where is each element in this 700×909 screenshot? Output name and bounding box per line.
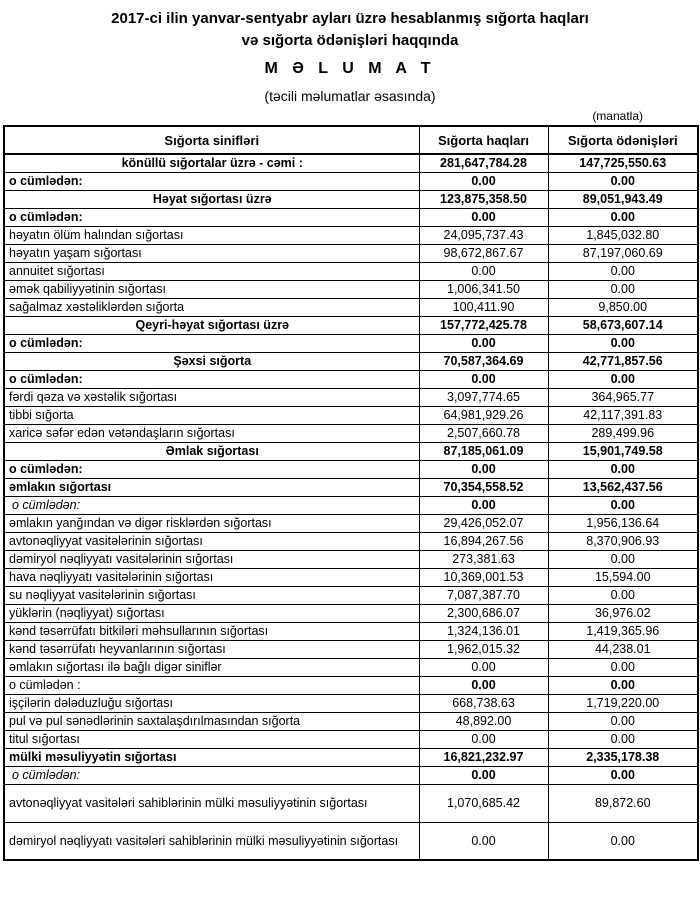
row-premium-value: 29,426,052.07: [419, 514, 548, 532]
table-row: [4, 622, 698, 640]
row-label: o cümlədən:: [4, 334, 419, 352]
table-row: [4, 172, 698, 190]
document-subtitle: (təcili məlumatlar əsasında): [264, 88, 436, 104]
row-premium-value: 0.00: [419, 172, 548, 190]
row-label: o cümlədən:: [4, 460, 419, 478]
row-label: əmək qabiliyyətinin sığortası: [4, 280, 419, 298]
table-row: [4, 190, 698, 208]
table-row: [4, 406, 698, 424]
row-label: sağalmaz xəstəliklərdən sığorta: [4, 298, 419, 316]
row-label: Şəxsi sığorta: [4, 352, 419, 370]
row-payment-value: 0.00: [548, 730, 698, 748]
row-label: Həyat sığortası üzrə: [4, 190, 419, 208]
row-label: hava nəqliyyatı vasitələrinin sığortası: [4, 568, 419, 586]
table-row: [4, 568, 698, 586]
row-label: o cümlədən:: [4, 172, 419, 190]
row-payment-value: 15,901,749.58: [548, 442, 698, 460]
row-premium-value: 98,672,867.67: [419, 244, 548, 262]
row-premium-value: 668,738.63: [419, 694, 548, 712]
row-label: tibbi sığorta: [4, 406, 419, 424]
row-label: işçilərin dələduzluğu sığortası: [4, 694, 419, 712]
row-premium-value: 123,875,358.50: [419, 190, 548, 208]
table-row: [4, 532, 698, 550]
table-row: [4, 640, 698, 658]
row-premium-value: 1,962,015.32: [419, 640, 548, 658]
row-label: könüllü sığortalar üzrə - cəmi :: [4, 154, 419, 172]
row-payment-value: 0.00: [548, 208, 698, 226]
row-premium-value: 16,894,267.56: [419, 532, 548, 550]
row-payment-value: 1,956,136.64: [548, 514, 698, 532]
table-row: [4, 730, 698, 748]
table-row: [4, 766, 698, 784]
row-label: avtonəqliyyat vasitələri sahiblərinin mülki məsuliyyətinin sığortası: [4, 784, 419, 822]
table-row: [4, 244, 698, 262]
row-premium-value: 273,381.63: [419, 550, 548, 568]
table-row: [4, 478, 698, 496]
row-payment-value: 0.00: [548, 766, 698, 784]
row-label: Əmlak sığortası: [4, 442, 419, 460]
row-payment-value: 89,872.60: [548, 784, 698, 822]
row-premium-value: 7,087,387.70: [419, 586, 548, 604]
row-premium-value: 0.00: [419, 730, 548, 748]
row-premium-value: 87,185,061.09: [419, 442, 548, 460]
row-label: o cümlədən:: [4, 208, 419, 226]
row-label: dəmiryol nəqliyyatı vasitələri sahiblərinin mülki məsuliyyətinin sığortası: [4, 822, 419, 860]
row-premium-value: 100,411.90: [419, 298, 548, 316]
table-row: [4, 748, 698, 766]
currency-unit-note: (manatla): [592, 109, 643, 123]
row-payment-value: 0.00: [548, 262, 698, 280]
table-row: [4, 388, 698, 406]
table-row: [4, 316, 698, 334]
row-payment-value: 0.00: [548, 172, 698, 190]
table-row: [4, 822, 698, 860]
row-premium-value: 3,097,774.65: [419, 388, 548, 406]
row-premium-value: 0.00: [419, 208, 548, 226]
table-row: [4, 676, 698, 694]
row-premium-value: 157,772,425.78: [419, 316, 548, 334]
table-row: [4, 298, 698, 316]
table-row: [4, 604, 698, 622]
table-row: [4, 208, 698, 226]
table-row: [4, 658, 698, 676]
row-label: kənd təsərrüfatı bitkiləri məhsullarının sığortası: [4, 622, 419, 640]
row-premium-value: 0.00: [419, 370, 548, 388]
row-premium-value: 0.00: [419, 676, 548, 694]
row-label: o cümlədən:: [4, 370, 419, 388]
table-row: [4, 226, 698, 244]
column-header-classes: Sığorta sinifləri: [4, 126, 419, 154]
row-premium-value: 70,587,364.69: [419, 352, 548, 370]
row-payment-value: 8,370,906.93: [548, 532, 698, 550]
row-label: həyatın ölüm halından sığortası: [4, 226, 419, 244]
row-premium-value: 0.00: [419, 822, 548, 860]
row-payment-value: 364,965.77: [548, 388, 698, 406]
row-label: dəmiryol nəqliyyatı vasitələrinin sığortası: [4, 550, 419, 568]
row-premium-value: 0.00: [419, 496, 548, 514]
table-row: [4, 496, 698, 514]
row-label: titul sığortası: [4, 730, 419, 748]
row-premium-value: 24,095,737.43: [419, 226, 548, 244]
table-row: [4, 334, 698, 352]
row-label: əmlakın sığortası: [4, 478, 419, 496]
row-label: əmlakın sığortası ilə bağlı digər siniflər: [4, 658, 419, 676]
row-premium-value: 0.00: [419, 766, 548, 784]
row-payment-value: 0.00: [548, 334, 698, 352]
row-payment-value: 1,719,220.00: [548, 694, 698, 712]
row-premium-value: 0.00: [419, 658, 548, 676]
row-premium-value: 0.00: [419, 262, 548, 280]
insurance-table-body: [4, 154, 698, 860]
row-premium-value: 2,300,686.07: [419, 604, 548, 622]
table-row: [4, 352, 698, 370]
column-header-premiums: Sığorta haqları: [419, 126, 548, 154]
row-premium-value: 10,369,001.53: [419, 568, 548, 586]
row-premium-value: 64,981,929.26: [419, 406, 548, 424]
row-premium-value: 0.00: [419, 334, 548, 352]
row-payment-value: 42,771,857.56: [548, 352, 698, 370]
document-title-melumat: M Ə L U M A T: [264, 60, 436, 77]
row-payment-value: 0.00: [548, 712, 698, 730]
table-row: [4, 442, 698, 460]
row-payment-value: 0.00: [548, 496, 698, 514]
row-label: avtonəqliyyat vasitələrinin sığortası: [4, 532, 419, 550]
row-premium-value: 1,006,341.50: [419, 280, 548, 298]
table-row: [4, 712, 698, 730]
row-payment-value: 289,499.96: [548, 424, 698, 442]
document-title-line2: və sığorta ödənişləri haqqında: [241, 32, 459, 49]
table-row: [4, 262, 698, 280]
row-label: həyatın yaşam sığortası: [4, 244, 419, 262]
row-payment-value: 147,725,550.63: [548, 154, 698, 172]
row-payment-value: 42,117,391.83: [548, 406, 698, 424]
row-payment-value: 0.00: [548, 460, 698, 478]
table-header-row: [4, 126, 698, 154]
row-payment-value: 2,335,178.38: [548, 748, 698, 766]
row-label: yüklərin (nəqliyyat) sığortası: [4, 604, 419, 622]
table-row: [4, 460, 698, 478]
document-header: [0, 0, 700, 106]
row-label: mülki məsuliyyətin sığortası: [4, 748, 419, 766]
row-label: pul və pul sənədlərinin saxtalaşdırılmasından sığorta: [4, 712, 419, 730]
row-label: fərdi qəza və xəstəlik sığortası: [4, 388, 419, 406]
row-premium-value: 2,507,660.78: [419, 424, 548, 442]
document-title-line1: 2017-ci ilin yanvar-sentyabr ayları üzrə hesablanmış sığorta haqları: [111, 10, 589, 27]
row-label: kənd təsərrüfatı heyvanlarının sığortası: [4, 640, 419, 658]
row-label: su nəqliyyat vasitələrinin sığortası: [4, 586, 419, 604]
row-payment-value: 1,845,032.80: [548, 226, 698, 244]
row-payment-value: 0.00: [548, 280, 698, 298]
row-payment-value: 13,562,437.56: [548, 478, 698, 496]
row-label: xaricə səfər edən vətəndaşların sığortası: [4, 424, 419, 442]
row-payment-value: 89,051,943.49: [548, 190, 698, 208]
row-payment-value: 0.00: [548, 676, 698, 694]
row-label: əmlakın yanğından və digər risklərdən sığortası: [4, 514, 419, 532]
row-premium-value: 70,354,558.52: [419, 478, 548, 496]
column-header-payments: Sığorta ödənişləri: [548, 126, 698, 154]
row-premium-value: 281,647,784.28: [419, 154, 548, 172]
row-premium-value: 1,324,136.01: [419, 622, 548, 640]
table-row: [4, 370, 698, 388]
row-payment-value: 44,238.01: [548, 640, 698, 658]
table-row: [4, 784, 698, 822]
row-label: o cümlədən:: [4, 766, 419, 784]
table-row: [4, 154, 698, 172]
row-label: annuitet sığortası: [4, 262, 419, 280]
row-label: Qeyri-həyat sığortası üzrə: [4, 316, 419, 334]
row-payment-value: 1,419,365.96: [548, 622, 698, 640]
row-payment-value: 0.00: [548, 658, 698, 676]
row-payment-value: 0.00: [548, 550, 698, 568]
table-row: [4, 424, 698, 442]
table-row: [4, 550, 698, 568]
row-payment-value: 58,673,607.14: [548, 316, 698, 334]
row-premium-value: 48,892.00: [419, 712, 548, 730]
row-premium-value: 0.00: [419, 460, 548, 478]
row-label: o cümlədən :: [4, 676, 419, 694]
row-payment-value: 0.00: [548, 586, 698, 604]
row-premium-value: 16,821,232.97: [419, 748, 548, 766]
row-premium-value: 1,070,685.42: [419, 784, 548, 822]
row-payment-value: 36,976.02: [548, 604, 698, 622]
table-row: [4, 586, 698, 604]
table-row: [4, 694, 698, 712]
row-payment-value: 0.00: [548, 822, 698, 860]
insurance-data-table: [3, 125, 699, 861]
table-row: [4, 280, 698, 298]
row-label: o cümlədən:: [4, 496, 419, 514]
row-payment-value: 0.00: [548, 370, 698, 388]
row-payment-value: 87,197,060.69: [548, 244, 698, 262]
table-row: [4, 514, 698, 532]
row-payment-value: 15,594.00: [548, 568, 698, 586]
row-payment-value: 9,850.00: [548, 298, 698, 316]
